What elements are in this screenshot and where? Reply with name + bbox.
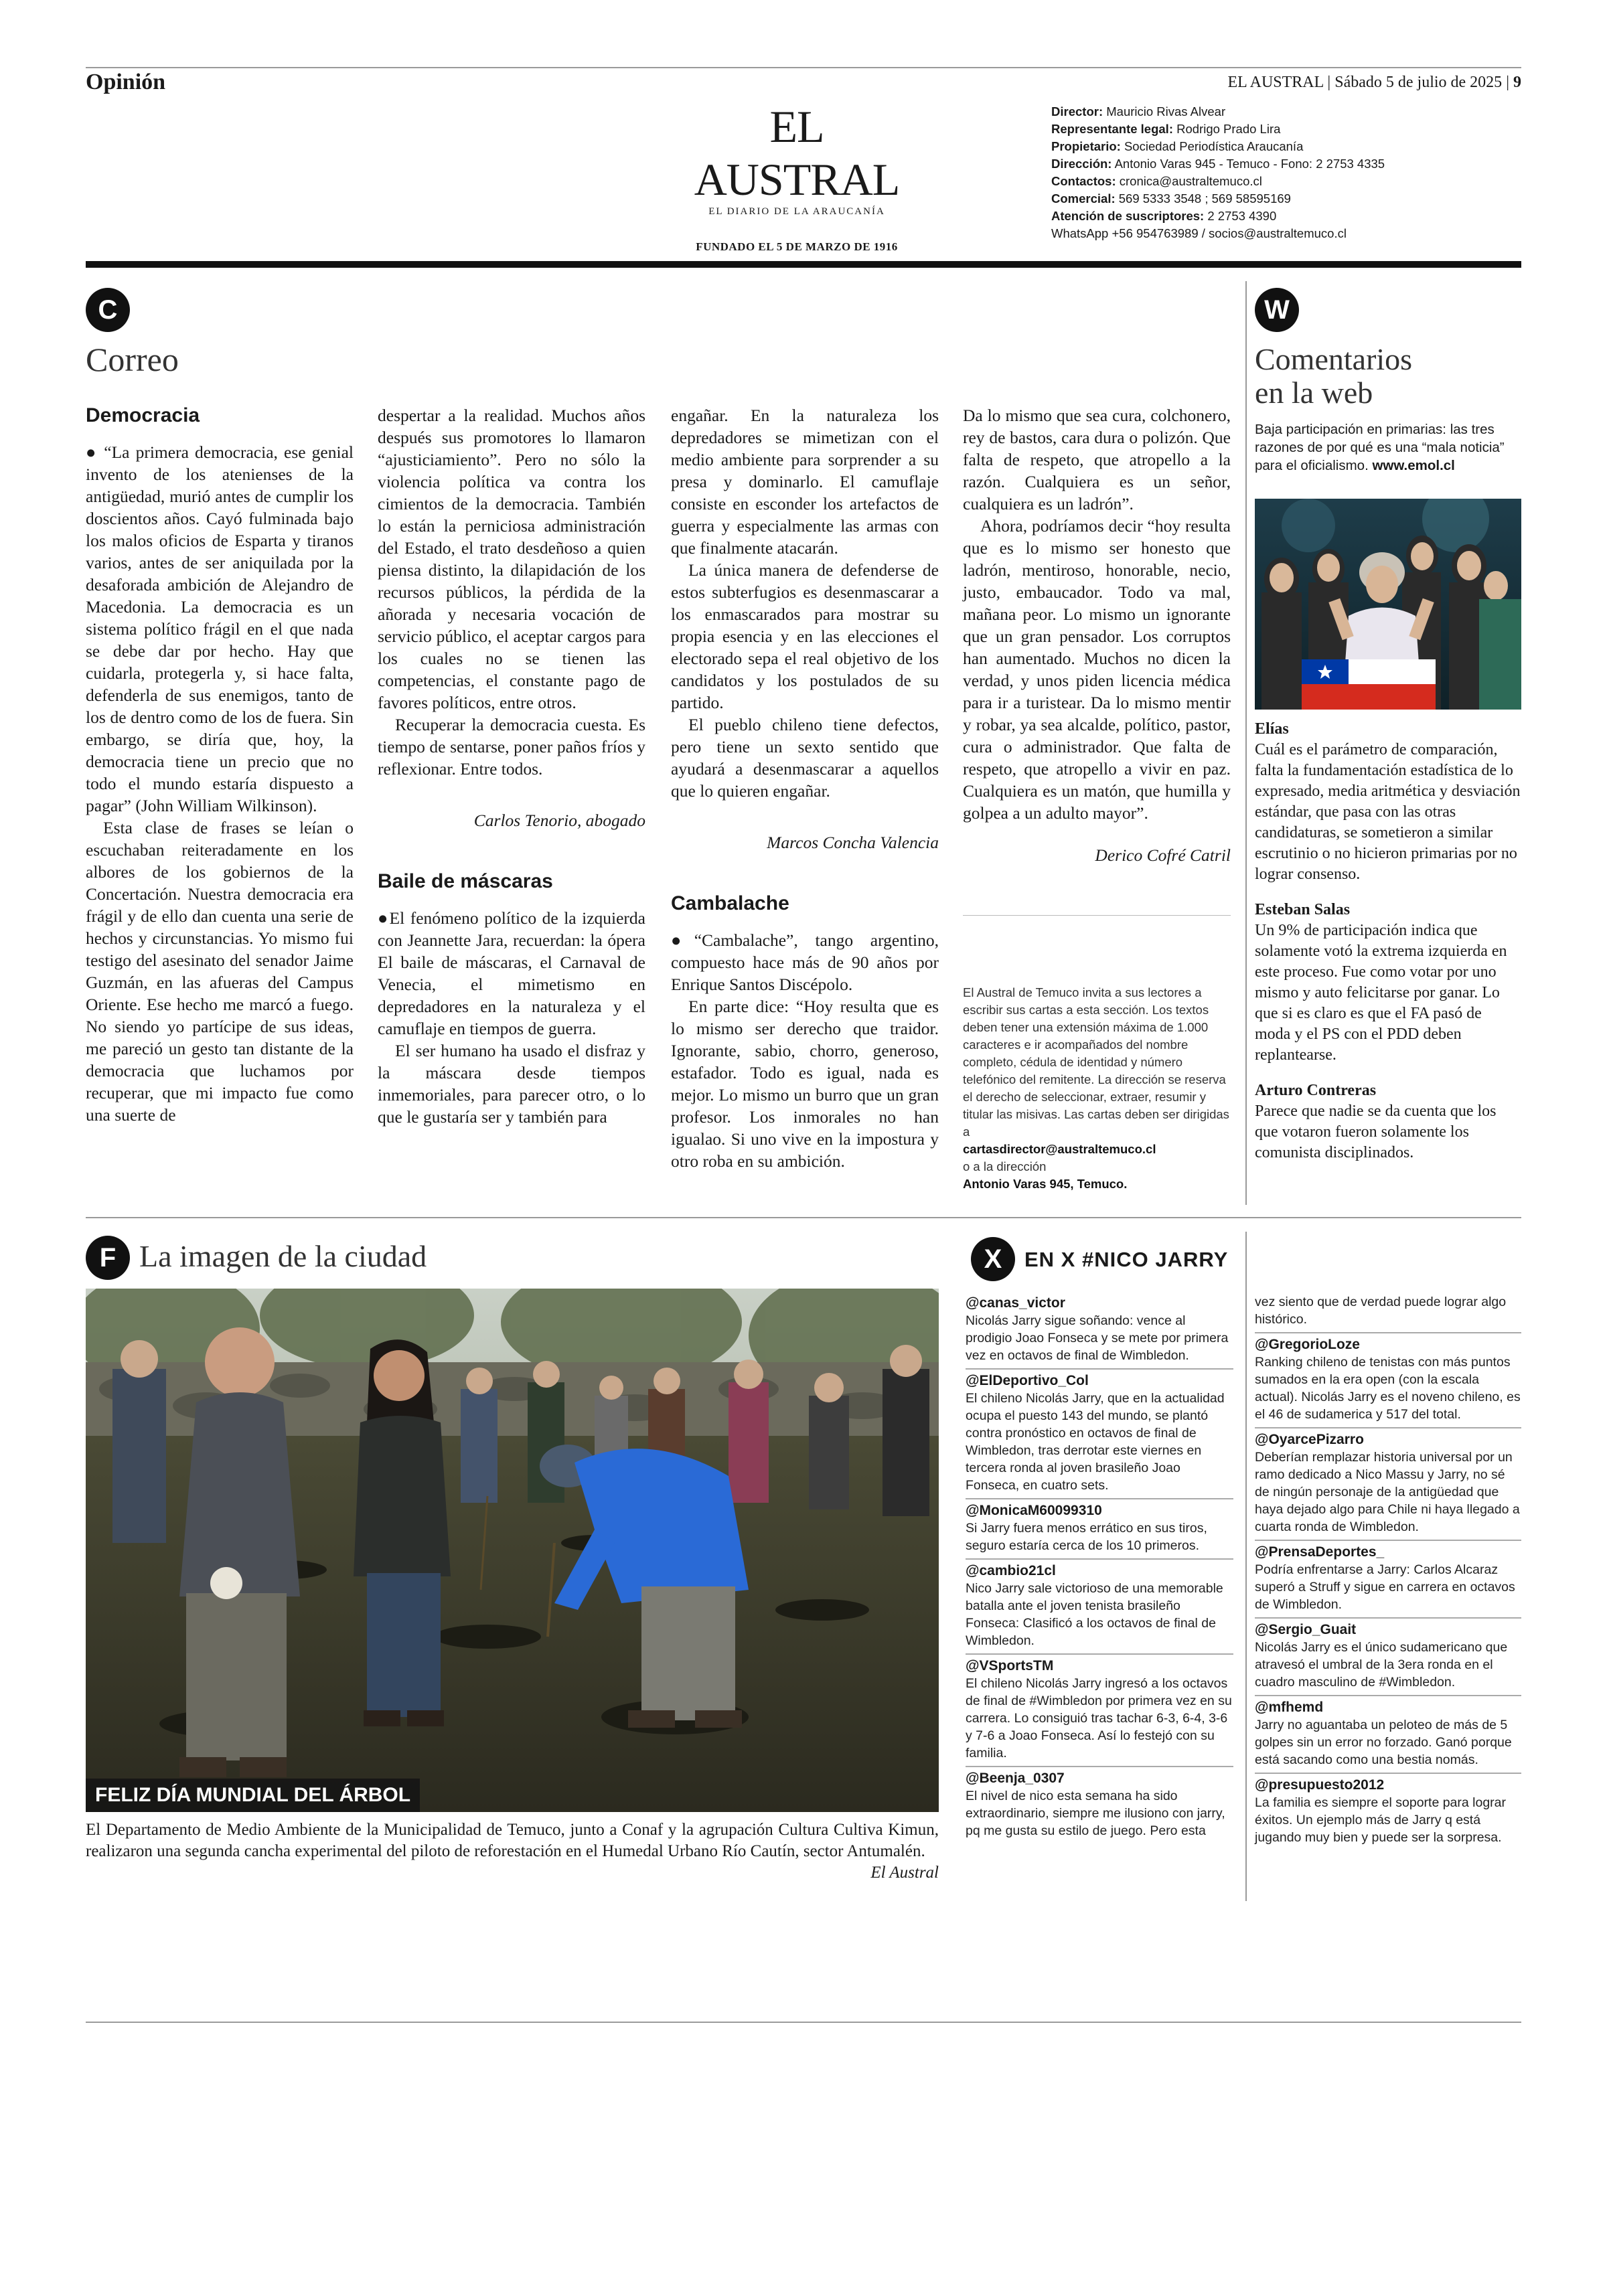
notice-address: Antonio Varas 945, Temuco. xyxy=(963,1177,1128,1191)
commenter-name: Elías xyxy=(1255,720,1289,738)
tweet-handle[interactable]: @OyarcePizarro xyxy=(1255,1432,1364,1447)
masthead-value: cronica@australtemuco.cl xyxy=(1116,174,1262,188)
tweet-text: Ranking chileno de tenistas con más puntos sumados en la era open (con la escala actual). Nicolás Jarry es el noveno chileno, es el 46 de sudamerica y 517 del total. xyxy=(1255,1355,1521,1422)
letter-paragraph: La única manera de defenderse de estos subterfugios es desenmascarar a los enmascarados para mostrar su propia esencia y en las elecciones el electorado sepa el real objetivo de los candidatos y los postulados de su partido. xyxy=(671,560,939,712)
tweet xyxy=(1255,1774,1521,1850)
notice-text: El Austral de Temuco invita a sus lectores a escribir sus cartas a esta sección. Los textos deben tener una extensión máxima de 1.000 caracteres e ir acompañados del nombre completo, cédula de identidad y número telefónico del remitente. La dirección se reserva el derecho de seleccionar, extraer, resumir y titular las misivas. Las cartas deben ser dirigidas a xyxy=(963,985,1229,1139)
correo-title: Correo xyxy=(86,341,179,378)
letter-paragraph: El pueblo chileno tiene defectos, pero tiene un sexto sentido que ayudará a desenmascarar a aquellos que lo quieren engañar. xyxy=(671,715,939,801)
tweet-handle[interactable]: @presupuesto2012 xyxy=(1255,1777,1385,1793)
tweet-handle[interactable]: @VSportsTM xyxy=(966,1658,1054,1673)
section-name: Opinión xyxy=(86,70,166,94)
tweet-text: Deberían remplazar historia universal por un ramo dedicado a Nico Massu y Jarry, no sé de ningún personaje de la antigüedad que haya dejado algo para Chile ni haya llegado a cuarta ronda de Wimbledon. xyxy=(1255,1450,1520,1534)
founded-note: FUNDADO EL 5 DE MARZO DE 1916 xyxy=(696,240,898,253)
folio-paper: EL AUSTRAL xyxy=(1227,74,1324,91)
web-intro-source[interactable]: www.emol.cl xyxy=(1372,458,1455,473)
web-comments xyxy=(1255,716,1521,1163)
letter-paragraph: Ahora, podríamos decir “hoy resulta que es lo mismo ser honesto que ladrón, mentiroso, honorable, necio, justo, embaucador. Todo va mal, mañana peor. Lo mismo un ignorante que un gran pensador. Los corruptos han aumentado. Muchos no dicen la verdad, y unos piden licencia médica para ir a turistear. Da lo mismo mentir y robar, ya sea alcalde, político, pastor, cura o administrador. Que falta de respeto, que atropello a vivir en paz. Cualquiera es un matón, que humilla y golpea a un adulto mayor”. xyxy=(963,516,1231,823)
tweet-handle[interactable]: @cambio21cl xyxy=(966,1563,1056,1578)
tweet-handle[interactable]: @Beenja_0307 xyxy=(966,1771,1065,1786)
page-folio: EL AUSTRAL | Sábado 5 de julio de 2025 | 9 xyxy=(1227,74,1521,91)
masthead-label: Director: xyxy=(1051,104,1103,118)
tweet-continuation xyxy=(1255,1291,1521,1333)
x-section-title: EN X #NICO JARRY xyxy=(1024,1248,1229,1271)
city-image-title: La imagen de la ciudad xyxy=(139,1239,427,1273)
masthead-line xyxy=(1051,138,1385,155)
logo-subtitle: EL DIARIO DE LA ARAUCANÍA xyxy=(708,206,885,217)
comment-text: Un 9% de participación indica que solamente votó la extrema izquierda en este proceso. Fue como votar por uno mismo y auto felicitarse por ganar. Lo que si es claro es que el FA pasó de moda y el PS con el PDD deben replantearse. xyxy=(1255,922,1507,1064)
letter-column-2 xyxy=(378,404,645,1128)
city-photo-caption xyxy=(86,1819,939,1884)
masthead-value: 2 2753 4390 xyxy=(1204,209,1277,223)
tweet-text: Nicolás Jarry es el único sudamericano que atravesó el umbral de la 3era ronda en el cuadro masculino de #Wimbledon. xyxy=(1255,1640,1508,1690)
letter-headline: Democracia xyxy=(86,404,200,426)
masthead-credits xyxy=(1051,103,1385,242)
letter-signature: Derico Cofré Catril xyxy=(1095,845,1231,865)
letter-paragraph: ●“Cambalache”, tango argentino, compuesto hace más de 90 años por Enrique Santos Discépolo. xyxy=(671,930,939,994)
column-divider xyxy=(1245,281,1247,1205)
tweet-text: El chileno Nicolás Jarry, que en la actualidad ocupa el puesto 143 del mundo, se plantó contra pronóstico en octavos de final de Wimbledon, tras derrotar este viernes en tercera ronda al joven brasileño Joao Fonseca, en cuatro sets. xyxy=(966,1391,1225,1493)
masthead-value: Rodrigo Prado Lira xyxy=(1172,122,1281,136)
tweet-handle[interactable]: @PrensaDeportes_ xyxy=(1255,1544,1385,1560)
web-title-line-2: en la web xyxy=(1255,376,1373,410)
letter-paragraph: El ser humano ha usado el disfraz y la máscara desde tiempos inmemoriales, para parecer otro, o lo que le gustaría ser y también para xyxy=(378,1041,645,1127)
photo-caption-bar: FELIZ DÍA MUNDIAL DEL ÁRBOL xyxy=(86,1779,420,1812)
tweet xyxy=(966,1499,1233,1560)
web-intro xyxy=(1255,420,1521,475)
tweet xyxy=(966,1560,1233,1655)
masthead-line xyxy=(1051,190,1385,208)
masthead-value: 569 5333 3548 ; 569 58595169 xyxy=(1115,191,1291,206)
web-intro-text: Baja participación en primarias: las tres razones de por qué es una “mala noticia” para el oficialismo. xyxy=(1255,422,1505,473)
masthead-value: Mauricio Rivas Alvear xyxy=(1103,104,1226,118)
x-feed-column-2 xyxy=(1255,1291,1521,1850)
comment-text: Cuál es el parámetro de comparación, falta la fundamentación estadística de lo expresado, media aritmética y desviación estándar, que pasa con las otras candidaturas, se sometieron a similar escrutinio o no hicieron primarias por no lograr consenso. xyxy=(1255,741,1521,883)
web-photo xyxy=(1255,499,1521,710)
masthead-label: Dirección: xyxy=(1051,157,1112,171)
folio-date: Sábado 5 de julio de 2025 xyxy=(1334,74,1503,91)
tweet-handle[interactable]: @MonicaM60099310 xyxy=(966,1503,1102,1518)
masthead-line xyxy=(1051,225,1385,242)
x-feed-column-1 xyxy=(966,1292,1233,1843)
masthead-label: Atención de suscriptores: xyxy=(1051,209,1205,223)
masthead-value: Antonio Varas 945 - Temuco - Fono: 2 2753 4335 xyxy=(1112,157,1385,171)
letter-paragraph: Da lo mismo que sea cura, colchonero, rey de bastos, cara dura o polizón. Que falta de respeto, que atropello a la razón. Cualquiera es un señor, cualquiera es un ladrón”. xyxy=(963,406,1231,513)
mid-rule xyxy=(86,1217,1521,1218)
tweet-handle[interactable]: @mfhemd xyxy=(1255,1700,1324,1715)
masthead-label: Representante legal: xyxy=(1051,122,1173,136)
notice-or: o a la dirección xyxy=(963,1159,1047,1173)
top-rule xyxy=(86,67,1521,68)
masthead-line xyxy=(1051,155,1385,173)
masthead-label: Comercial: xyxy=(1051,191,1116,206)
caption-text: El Departamento de Medio Ambiente de la Municipalidad de Temuco, junto a Conaf y la agrupación Cultura Cultiva Kimun, realizaron una segunda cancha experimental del piloto de reforestación en el Humedal Urbano Río Cautín, sector Antumalén. xyxy=(86,1821,939,1860)
x-badge: X xyxy=(971,1237,1015,1281)
letter-signature: Carlos Tenorio, abogado xyxy=(473,811,645,830)
bottom-rule xyxy=(86,2022,1521,2023)
tweet-handle[interactable]: @ElDeportivo_Col xyxy=(966,1373,1089,1388)
tweet-text: Jarry no aguantaba un peloteo de más de 5 golpes sin un error no forzado. Ganó porque está sacando como una bestia nomás. xyxy=(1255,1718,1512,1767)
tweet-text: El chileno Nicolás Jarry ingresó a los octavos de final de #Wimbledon por primera vez en su carrera. Lo consiguió tras tachar 6-3, 6-4, 3-6 y 7-6 a Joao Fonseca. Así lo festejó con su familia. xyxy=(966,1676,1232,1760)
tweet xyxy=(966,1767,1233,1843)
masthead-line xyxy=(1051,208,1385,225)
letter-paragraph: Esta clase de frases se leían o escuchaban reiteradamente en los albores de los gobiernos de la Concertación. Nuestra democracia era frágil y de ello dan cuenta una serie de hechos y circunstancias. Yo mismo fui testigo del asesinato del senador Jaime Guzmán, en las afueras del Campus Oriente. Ese hecho me marcó a fuego. No siendo yo partícipe de sus ideas, me pareció un gesto tan distante de la democracia que luchamos por recuperar, que mi impacto fue como una suerte de xyxy=(86,818,354,1125)
tweet xyxy=(1255,1696,1521,1774)
tweet xyxy=(1255,1619,1521,1696)
x-column-divider xyxy=(1245,1232,1247,1901)
web-badge: W xyxy=(1255,288,1299,332)
tweet-text: Podría enfrentarse a Jarry: Carlos Alcaraz superó a Struff y sigue en carrera en octavos de Wimbledon. xyxy=(1255,1562,1515,1612)
masthead-line xyxy=(1051,103,1385,120)
masthead-line xyxy=(1051,120,1385,138)
tweet-text: El nivel de nico esta semana ha sido extraordinario, siempre me ilusiono con jarry, pq me gusta su estilo de juego. Pero esta xyxy=(966,1789,1225,1838)
tweet-text: Si Jarry fuera menos errático en sus tiros, seguro estaría cerca de los 10 primeros. xyxy=(966,1521,1207,1553)
comment-text: Parece que nadie se da cuenta que los que votaron fueron solamente los comunista disciplinados. xyxy=(1255,1102,1497,1161)
notice-email[interactable]: cartasdirector@australtemuco.cl xyxy=(963,1142,1156,1156)
tweet-text: Nicolás Jarry sigue soñando: vence al prodigio Joao Fonseca y se mete por primera vez en octavos de final de Wimbledon. xyxy=(966,1313,1229,1363)
tweet xyxy=(1255,1541,1521,1619)
masthead-value: Sociedad Periodística Araucanía xyxy=(1120,139,1304,153)
letter-paragraph: ●El fenómeno político de la izquierda con Jeannette Jara, recuerdan: la ópera El baile de máscaras, el Carnaval de Venecia, el mimetismo en depredadores en la naturaleza y el camuflaje en tiempos de guerra. xyxy=(378,908,645,1038)
tweet xyxy=(1255,1333,1521,1428)
letters-notice xyxy=(963,984,1231,1193)
commenter-name: Arturo Contreras xyxy=(1255,1082,1377,1099)
letter-headline: Baile de máscaras xyxy=(378,870,553,892)
photo-credit: El Austral xyxy=(870,1864,939,1882)
letter-paragraph: engañar. En la naturaleza los depredadores se mimetizan con el medio ambiente para sorprender a su presa y dominarlo. El camuflaje consiste en esconder los artefactos de guerra y especialmente las armas con que finalmente atacarán. xyxy=(671,406,939,558)
tweet-text: Nico Jarry sale victorioso de una memorable batalla ante el joven tenista brasileño Fonseca: Clasificó a los octavos de final de Wimbledon. xyxy=(966,1581,1223,1648)
letter-headline: Cambalache xyxy=(671,892,789,914)
header-thick-rule xyxy=(86,261,1521,268)
tweet-handle[interactable]: @Sergio_Guait xyxy=(1255,1622,1357,1637)
letter-column-4 xyxy=(963,404,1231,866)
masthead-value: WhatsApp +56 954763989 / socios@australtemuco.cl xyxy=(1051,226,1347,240)
notice-rule xyxy=(963,915,1231,916)
tweet-text: La familia es siempre el soporte para lograr éxitos. Un ejemplo más de Jarry q está jugando muy bien y puede ser la sorpresa. xyxy=(1255,1795,1507,1845)
logo-title: EL AUSTRAL xyxy=(694,101,900,205)
letter-paragraph: En parte dice: “Hoy resulta que es lo mismo ser derecho que traidor. Ignorante, sabio, chorro, generoso, estafador. Todo es igual, nada es mejor. Lo mismo un burro que un gran profesor. Los inmorales no han igualao. Si uno vive en la impostura y otro roba en su ambición. xyxy=(671,997,939,1171)
web-title-line-1: Comentarios xyxy=(1255,342,1413,376)
web-title xyxy=(1255,343,1412,410)
folio-page-number: 9 xyxy=(1513,74,1521,91)
letter-column-3 xyxy=(671,404,939,1172)
tweet xyxy=(966,1370,1233,1499)
letter-paragraph: ● “La primera democracia, ese genial invento de los atenienses de la antigüedad, murió antes de cumplir los doscientos años. Cayó fulminada bajo los malos oficios de Esparta y tiranos varios, antes de ser aniquilada por la desaforada ambición de Alejandro de Macedonia. La democracia es un sistema político frágil en el que nada se debe dar por hecho. Hay que cuidarla, protegerla y, si hace falta, defenderla de sus enemigos, tanto de los de dentro como de los de fuera. Sin embargo, se diría que, hoy, la democracia tiene un precio que no todo el mundo estaría dispuesto a pagar” (John William Wilkinson). xyxy=(86,442,354,815)
newspaper-logo xyxy=(683,100,911,254)
correo-badge: C xyxy=(86,288,130,332)
tweet xyxy=(966,1655,1233,1767)
letter-signature: Marcos Concha Valencia xyxy=(767,833,939,852)
city-image-badge: F xyxy=(86,1236,130,1280)
letter-paragraph: Recuperar la democracia cuesta. Es tiempo de sentarse, poner paños fríos y reflexionar. Entre todos. xyxy=(378,715,645,778)
tweet-handle[interactable]: @GregorioLoze xyxy=(1255,1337,1360,1352)
city-photo xyxy=(86,1289,939,1812)
letter-paragraph: despertar a la realidad. Muchos años después sus promotores lo llamaron “ajusticiamiento”. Pero no sólo la violencia política va contra los cimientos de la democracia. También lo están la perniciosa administración del Estado, el trato desdeñoso a quien piensa distinto, la dilapidación de los recursos públicos, la pérdida de la añorada y necesaria vocación de servicio público, el aceptar cargos para los cuales no se tienen las competencias, el constante pago de favores políticos, entre otros. xyxy=(378,406,645,712)
masthead-label: Contactos: xyxy=(1051,174,1116,188)
tweet xyxy=(966,1292,1233,1370)
commenter-name: Esteban Salas xyxy=(1255,901,1351,918)
tweet xyxy=(1255,1428,1521,1541)
masthead-label: Propietario: xyxy=(1051,139,1121,153)
masthead-line xyxy=(1051,173,1385,190)
letter-column-1 xyxy=(86,404,354,1126)
tweet-text: vez siento que de verdad puede lograr algo histórico. xyxy=(1255,1295,1507,1327)
tweet-handle[interactable]: @canas_victor xyxy=(966,1295,1065,1311)
